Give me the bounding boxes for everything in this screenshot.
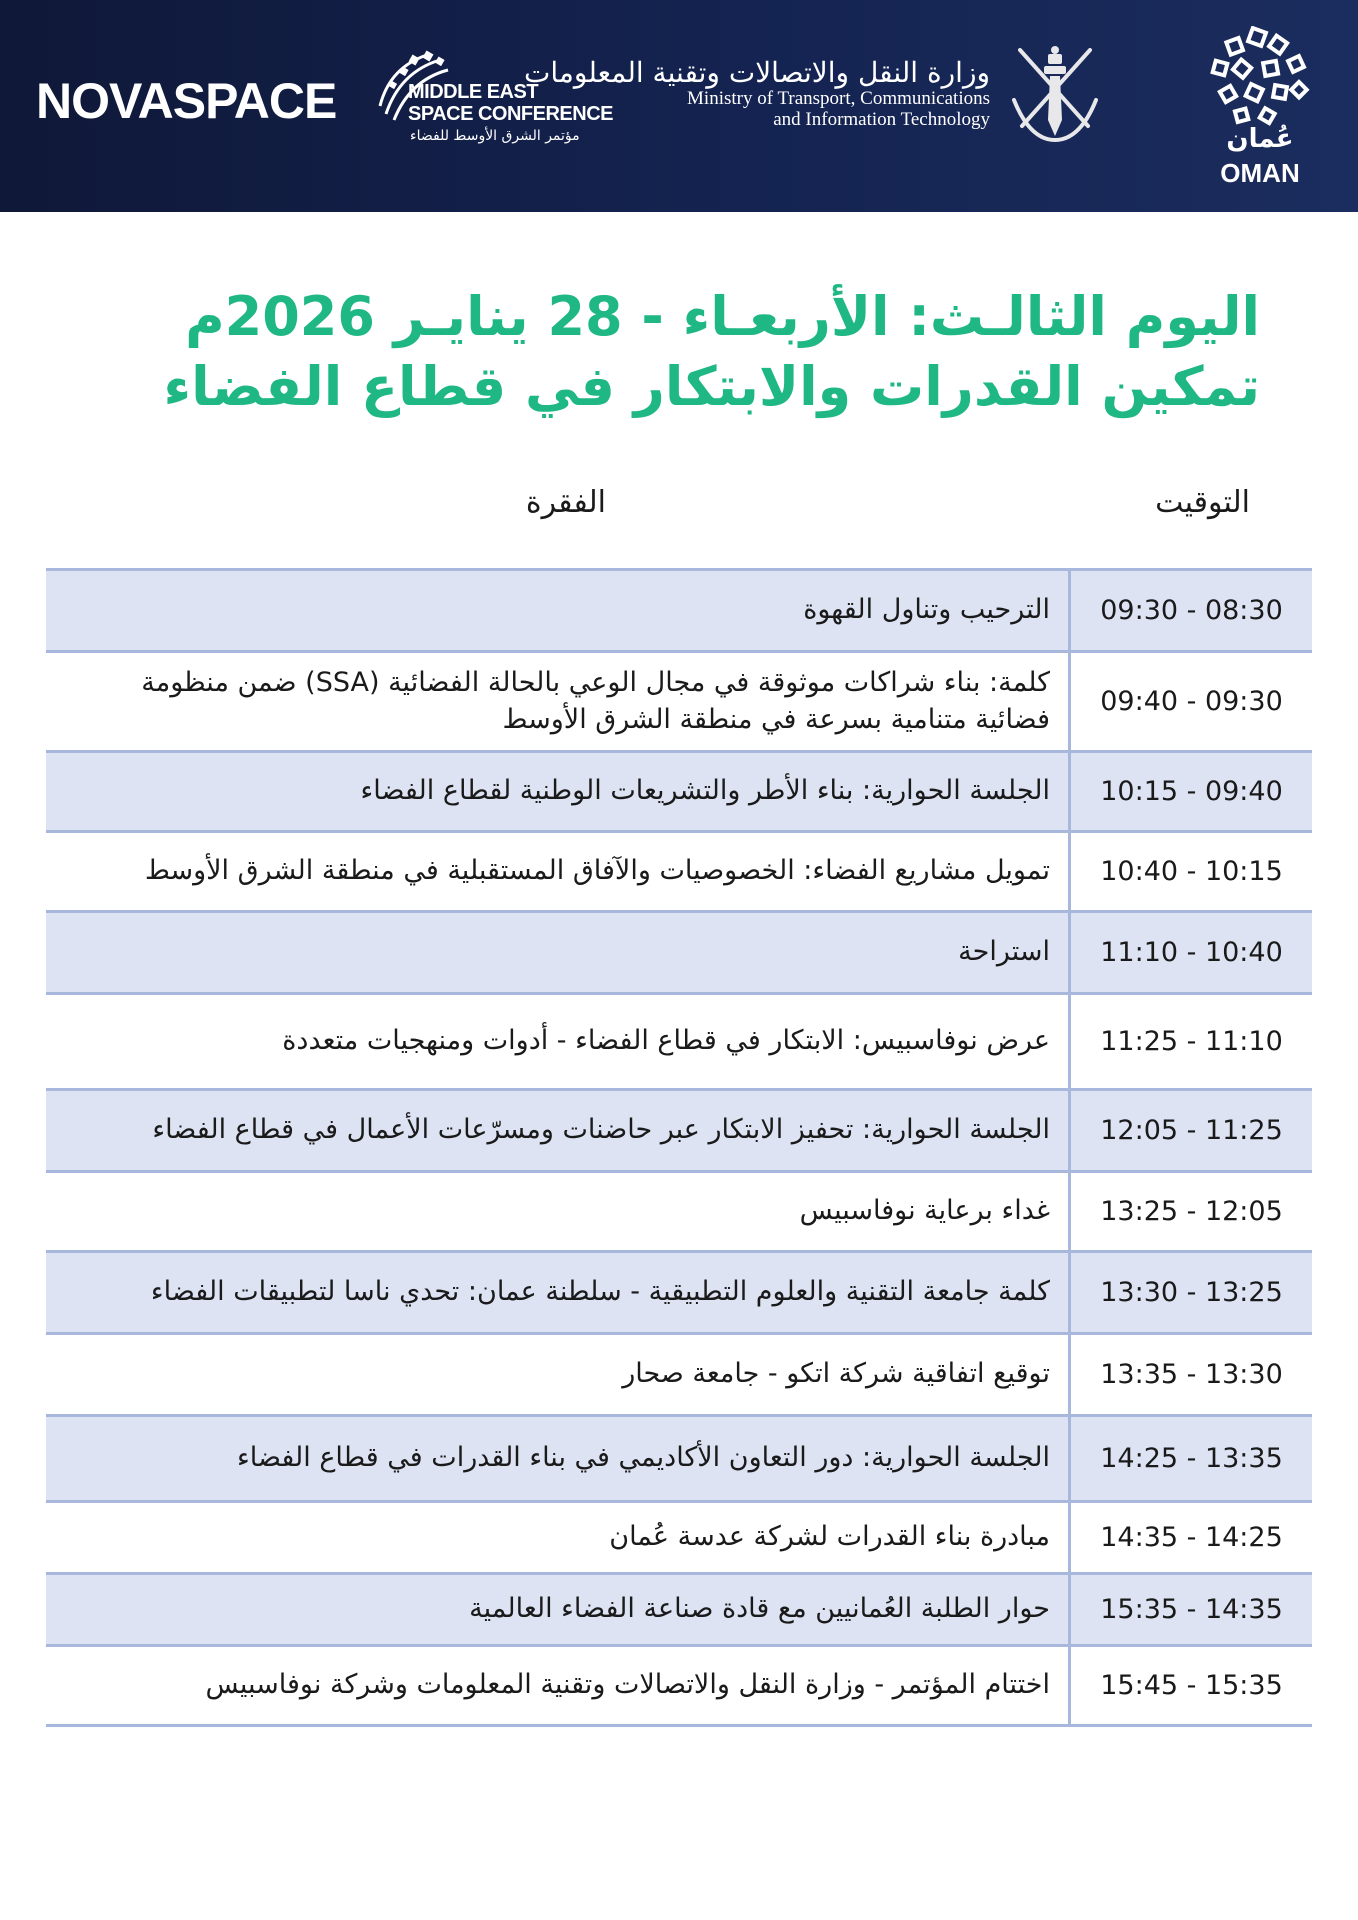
session-title-cell bbox=[46, 753, 1068, 830]
session-title: استراحة bbox=[958, 936, 1050, 968]
table-row bbox=[46, 1575, 1312, 1647]
session-title-cell bbox=[46, 1173, 1068, 1250]
oman-logo bbox=[1200, 26, 1320, 186]
session-title-cell bbox=[46, 1091, 1068, 1170]
session-title-cell bbox=[46, 1503, 1068, 1572]
session-time: 15:35 - 14:35 bbox=[1068, 1575, 1312, 1644]
session-title-cell bbox=[46, 1253, 1068, 1332]
session-title-cell bbox=[46, 995, 1068, 1088]
session-title: تمويل مشاريع الفضاء: الخصوصيات والآفاق المستقبلية في منطقة الشرق الأوسط bbox=[144, 855, 1050, 887]
conference-name-arabic: مؤتمر الشرق الأوسط للفضاء bbox=[410, 128, 580, 144]
table-row bbox=[46, 1173, 1312, 1253]
table-row bbox=[46, 653, 1312, 753]
session-time: 10:15 - 09:40 bbox=[1068, 753, 1312, 830]
table-row bbox=[46, 753, 1312, 833]
table-row bbox=[46, 995, 1312, 1091]
session-title-cell bbox=[46, 833, 1068, 910]
session-title-cell bbox=[46, 571, 1068, 650]
novaspace-logo: NOVASPACE bbox=[36, 73, 337, 129]
session-time: 14:35 - 14:25 bbox=[1068, 1503, 1312, 1572]
oman-national-emblem-icon bbox=[1000, 40, 1110, 150]
ministry-logo bbox=[524, 56, 990, 154]
table-row bbox=[46, 1253, 1312, 1335]
table-row bbox=[46, 1647, 1312, 1727]
session-title: حوار الطلبة العُمانيين مع قادة صناعة الفضاء العالمية bbox=[469, 1593, 1050, 1625]
session-time: 11:10 - 10:40 bbox=[1068, 913, 1312, 992]
column-header-time: التوقيت bbox=[1155, 485, 1250, 520]
agenda-table bbox=[46, 568, 1312, 1727]
ministry-name-english-line2: and Information Technology bbox=[773, 108, 990, 130]
session-title: كلمة جامعة التقنية والعلوم التطبيقية - سلطنة عمان: تحدي ناسا لتطبيقات الفضاء bbox=[150, 1276, 1050, 1308]
session-title-cell bbox=[46, 653, 1068, 750]
session-time: 10:40 - 10:15 bbox=[1068, 833, 1312, 910]
session-time: 09:40 - 09:30 bbox=[1068, 653, 1312, 750]
session-title: الجلسة الحوارية: بناء الأطر والتشريعات الوطنية لقطاع الفضاء bbox=[360, 775, 1050, 807]
session-title: عرض نوفاسبيس: الابتكار في قطاع الفضاء - أدوات ومنهجيات متعددة bbox=[282, 1025, 1050, 1057]
ministry-name-english-line1: Ministry of Transport, Communications bbox=[687, 87, 990, 109]
session-time: 14:25 - 13:35 bbox=[1068, 1417, 1312, 1500]
session-time: 12:05 - 11:25 bbox=[1068, 1091, 1312, 1170]
page-title-day: اليوم الثالـث: الأربعـاء - 28 ينايـر 2026م bbox=[185, 285, 1260, 348]
session-title: الجلسة الحوارية: تحفيز الابتكار عبر حاضنات ومسرّعات الأعمال في قطاع الفضاء bbox=[152, 1114, 1050, 1146]
session-title: كلمة: بناء شراكات موثوقة في مجال الوعي بالحالة الفضائية (SSA) ضمن منظومة فضائية متنامية بسرعة في منطقة الشرق الأوسط bbox=[141, 666, 1050, 735]
oman-logo-english: OMAN bbox=[1220, 158, 1300, 188]
session-time: 09:30 - 08:30 bbox=[1068, 571, 1312, 650]
session-time: 13:25 - 12:05 bbox=[1068, 1173, 1312, 1250]
table-row bbox=[46, 1503, 1312, 1575]
table-row bbox=[46, 571, 1312, 653]
column-header-item: الفقرة bbox=[525, 485, 606, 520]
session-title-cell bbox=[46, 1647, 1068, 1724]
session-title: الترحيب وتناول القهوة bbox=[803, 594, 1050, 626]
session-title: غداء برعاية نوفاسبيس bbox=[799, 1195, 1050, 1227]
ministry-name-arabic: وزارة النقل والاتصالات وتقنية المعلومات bbox=[524, 56, 990, 89]
session-title-cell bbox=[46, 1417, 1068, 1500]
session-title-cell bbox=[46, 1335, 1068, 1414]
conference-name-line1: MIDDLE EAST bbox=[408, 81, 539, 103]
table-row bbox=[46, 1091, 1312, 1173]
header-banner bbox=[0, 0, 1358, 212]
session-title: توقيع اتفاقية شركة اتكو - جامعة صحار bbox=[622, 1358, 1050, 1390]
conference-name-line2: SPACE CONFERENCE bbox=[408, 103, 613, 125]
session-title-cell bbox=[46, 1575, 1068, 1644]
session-time: 13:35 - 13:30 bbox=[1068, 1335, 1312, 1414]
session-time: 11:25 - 11:10 bbox=[1068, 995, 1312, 1088]
page-title-theme: تمكين القدرات والابتكار في قطاع الفضاء bbox=[163, 355, 1260, 418]
session-title: مبادرة بناء القدرات لشركة عدسة عُمان bbox=[609, 1521, 1050, 1553]
session-title: الجلسة الحوارية: دور التعاون الأكاديمي في بناء القدرات في قطاع الفضاء bbox=[237, 1442, 1050, 1474]
table-row bbox=[46, 1417, 1312, 1503]
oman-brand-mark-icon bbox=[1206, 26, 1314, 130]
session-title: اختتام المؤتمر - وزارة النقل والاتصالات وتقنية المعلومات وشركة نوفاسبيس bbox=[205, 1669, 1050, 1701]
oman-logo-arabic: عُمان bbox=[1226, 124, 1294, 154]
session-time: 13:30 - 13:25 bbox=[1068, 1253, 1312, 1332]
table-row bbox=[46, 833, 1312, 913]
session-time: 15:45 - 15:35 bbox=[1068, 1647, 1312, 1724]
session-title-cell bbox=[46, 913, 1068, 992]
table-row bbox=[46, 1335, 1312, 1417]
table-row bbox=[46, 913, 1312, 995]
